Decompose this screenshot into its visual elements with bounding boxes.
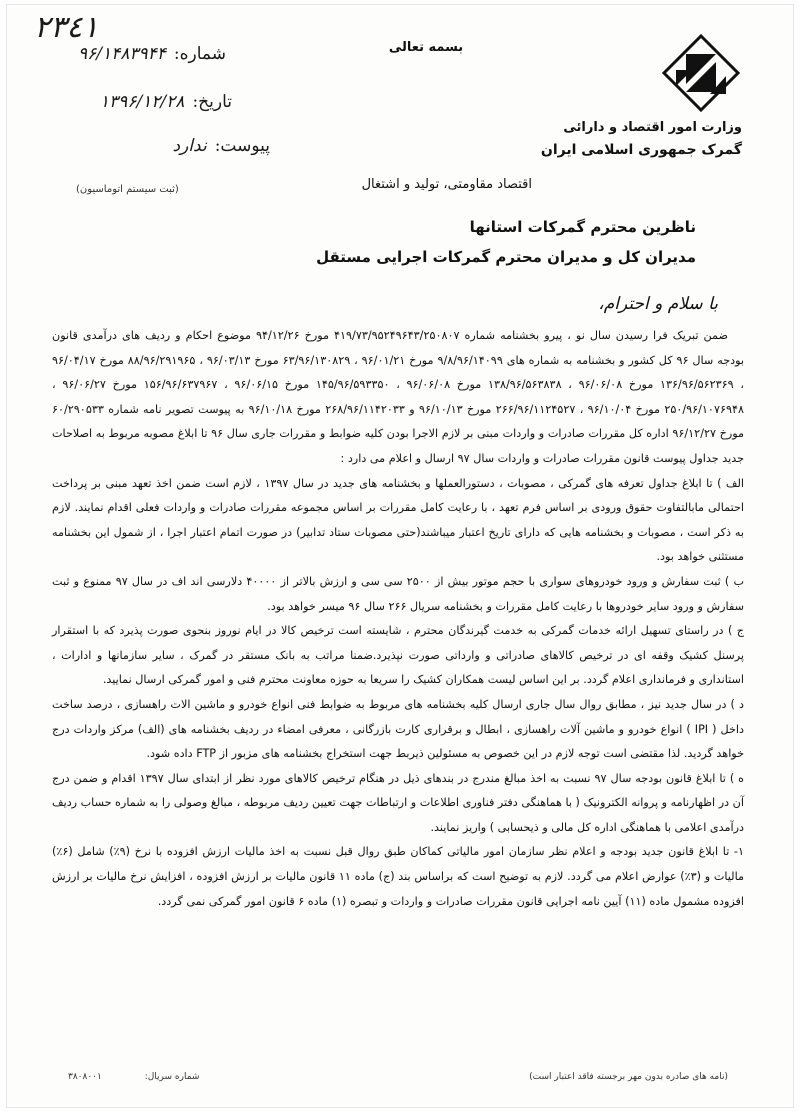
date-value: ۱۳۹۶/۱۲/۲۸ <box>99 92 185 112</box>
serial-value: ۳۸۰۸۰۰۱ <box>68 1072 102 1082</box>
customs-name: گمرک جمهوری اسلامی ایران <box>540 142 742 158</box>
letter-page <box>6 4 794 1108</box>
paragraph-dal: د ) در سال جدید نیز ، مطابق روال سال جاری ارسال کلیه بخشنامه های مربوط به ضوابط فنی انواع خودرو و ماشین الات راهسازی ، درصد ساخت داخل ( IPI ) انواع خودرو و ماشین آلات راهسازی ، ابطال و برقراری کارت بازرگانی ، معرفی امضاء در ردیف بخشنامه های (الف) مرکز واردات درج خواهد گردید. لذا مقتضی است توجه لازم در این خصوص به مسئولین ذیربط جهت استخراج بخشنامه های مزبور از FTP داده شود. <box>52 697 744 761</box>
paragraph-he: ه ) تا ابلاغ قانون بودجه سال ۹۷ نسبت به اخذ مبالغ مندرج در بندهای ذیل در هنگام ترخیص کالاهای مورد نظر از ابتدای سال ۱۳۹۷ اقدام و ضمن درج آن در اظهارنامه و پروانه الکترونیک ( با هماهنگی دفتر فناوری اطلاعات و ارتباطات جهت تعیین ردیف مربوطه ، مبالغ وصولی را به شماره حساب ردیف درآمدی اعلامی با هماهنگی اداره کل مالی و ذیحسابی ) واریز نمایند. <box>52 771 744 834</box>
customs-logo-icon <box>662 34 740 112</box>
ministry-name: وزارت امور اقتصاد و دارائی <box>563 120 742 135</box>
recipient-line-2: مدیران کل و مدیران محترم گمرکات اجرایی مستقل <box>316 248 696 266</box>
letter-number-row <box>66 44 226 64</box>
paragraph-alef: الف ) تا ابلاغ جداول تعرفه های گمرکی ، مصوبات ، دستورالعملها و بخشنامه های جدید در سال ۱۳۹۷ ، لازم است ضمن اخذ تعهد مبنی بر پرداخت احتمالی مابالتفاوت حقوق ورودی بر اساس فرم تعهد ، با رعایت کامل مقررات بر اساس مجموعه مقررات صادرات و واردات فعلی اقدام نمایند. لازم به ذکر است ، مصوبات و بخشنامه هایی که دارای تاریخ اعتبار میباشند(حتی مصوبات ستاد تدابیر) در صورت اتمام اعتبار اجرا ، از شمول این بخشنامه مستثنی خواهد بود. <box>52 476 744 564</box>
greeting: با سلام و احترام، <box>598 294 718 314</box>
number-label: شماره: <box>173 44 226 64</box>
paragraph-intro: ضمن تبریک فرا رسیدن سال نو ، پیرو بخشنامه شماره ۴۱۹/۷۳/۹۵۲۴۹۶۴۳/۲۵۰۸۰۷ مورخ ۹۴/۱۲/۲۶ موضوع احکام و ردیف های درآمدی قانون بودجه سال ۹۶ کل کشور و بخشنامه به شماره های ۹/۸/۹۶/۱۴۰۹۹ مورخ ۹۶/۰۱/۲۱ ، ۶۳/۹۶/۱۳۰۸۲۹ مورخ ۹۶/۰۳/۱۳ ، ۸۸/۹۶/۲۹۱۹۶۵ مورخ ۹۶/۰۴/۱۷ ، ۱۳۶/۹۶/۵۶۲۳۶۹ مورخ ۹۶/۰۶/۰۸ ، ۱۳۸/۹۶/۵۶۳۸۳۸ مورخ ۹۶/۰۶/۰۸ ، ۱۴۵/۹۶/۵۹۳۳۵۰ مورخ ۹۶/۰۶/۱۵ ، ۱۵۶/۹۶/۶۳۷۹۶۷ مورخ ۹۶/۰۶/۲۷ ، ۲۵۰/۹۶/۱۰۷۶۹۴۸ مورخ ۹۶/۱۰/۰۴ ، ۲۶۶/۹۶/۱۱۲۴۵۲۷ مورخ ۹۶/۱۰/۱۳ و ۲۶۸/۹۶/۱۱۴۲۰۳۳ مورخ ۹۶/۱۰/۱۸ به پیوست تصویر نامه شماره ۶۰/۲۹۰۵۳۳ مورخ ۹۶/۱۲/۲۷ اداره کل مقررات صادرات و واردات مبنی بر لازم الاجرا بودن کلیه ضوابط و مقررات جاری سال ۹۶ تا ابلاغ مصوبه مربوط به اصلاحات جدید جداول پیوست قانون مقررات صادرات و واردات سال ۹۷ ارسال و اعلام می دارد : <box>52 329 745 465</box>
footer-serial <box>68 1072 199 1082</box>
attachment-value: ندارد <box>172 136 207 156</box>
slogan: اقتصاد مقاومتی، تولید و اشتغال <box>361 177 532 192</box>
letter-body <box>52 324 744 914</box>
date-label: تاریخ: <box>192 92 232 112</box>
footer-validity-note: (نامه های صادره بدون مهر برجسته فاقد اعتبار است) <box>529 1072 728 1082</box>
attachment-row <box>110 136 270 156</box>
number-value: ۹۶/۱۴۸۳۹۴۴ <box>77 44 166 64</box>
system-note: (ثبت سیستم اتوماسیون) <box>76 184 179 195</box>
serial-label: شماره سریال: <box>144 1072 200 1082</box>
footer <box>68 1072 728 1082</box>
bismillah-heading: بسمه تعالی <box>388 40 464 55</box>
attachment-label: پیوست: <box>214 136 270 156</box>
paragraph-be: ب ) ثبت سفارش و ورود خودروهای سواری با حجم موتور بیش از ۲۵۰۰ سی سی و ارزش بالاتر از ۴۰۰۰۰ دلارسی اند اف در سال ۹۷ ممنوع و ثبت سفارش و ورود سایر خودروها با رعایت کامل مقررات و بخشنامه سریال ۲۶۶ سال ۹۶ میسر خواهد بود. <box>52 574 745 613</box>
recipient-line-1: ناظرین محترم گمرکات استانها <box>469 218 696 236</box>
paragraph-one: ۱- تا ابلاغ قانون جدید بودجه و اعلام نظر سازمان امور مالیاتی کماکان طبق روال قبل نسبت به اخذ مالیات ارزش افزوده با نرخ (۹٪) شامل (۶٪) مالیات و (۳٪) عوارض اعلام می گردد. لازم به توضیح است که براساس بند (ج) ماده ۱۱ قانون مالیات بر ارزش افزوده ، افزایش نرخ مالیات بر ارزش افزوده مشمول ماده (۱۱) آیین نامه اجرایی قانون مقررات صادرات و واردات و تبصره (۱) ماده ۶ قانون امور گمرکی نمی گردد. <box>52 845 744 908</box>
letter-date-row <box>72 92 232 112</box>
handwritten-stamp-number: ٢٣٤١ <box>34 10 99 45</box>
paragraph-jim: ج ) در راستای تسهیل ارائه خدمات گمرکی به خدمت گیرندگان محترم ، شایسته است ترخیص کالا در ایام نوروز بنحوی صورت پذیرد که با استقرار پرسنل کشیک وقفه ای در ترخیص کالاهای صادراتی و وارداتی صورت نپذیرد.ضمنا مراتب به بانک مستقر در گمرک ، سایر سازمانها و ادارات ، استانداری و فرمانداری اعلام گردد. بر این اساس لیست همکاران کشیک را سریعا به حوزه معاونت محترم فنی و امور گمرکی ارسال نمایید. <box>52 624 744 687</box>
